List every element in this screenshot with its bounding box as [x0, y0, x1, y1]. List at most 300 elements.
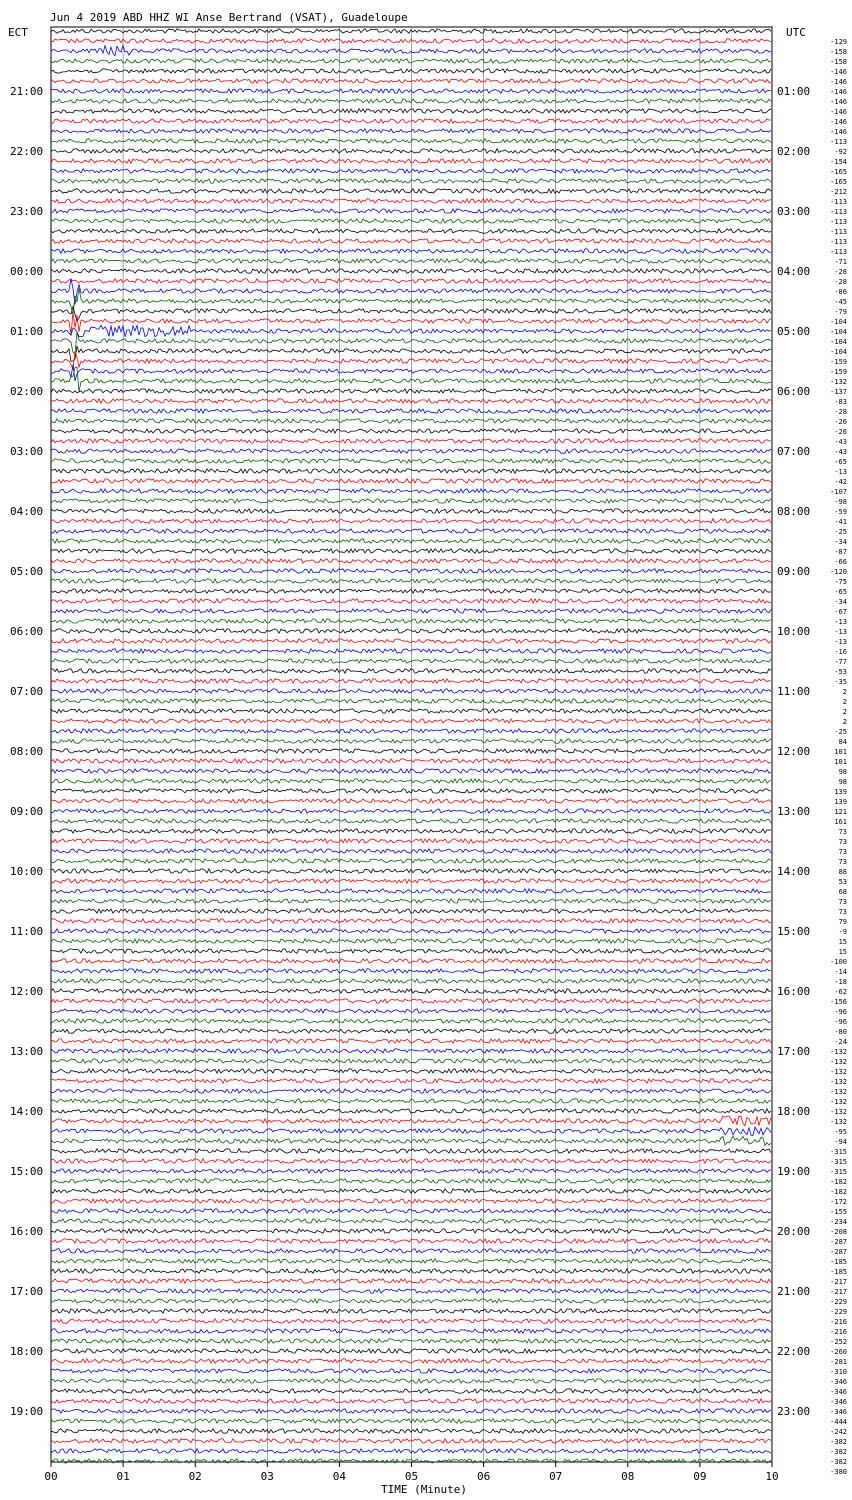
x-tick-label: 08: [621, 1470, 635, 1483]
seismic-trace: [51, 159, 771, 163]
seismic-trace: [51, 389, 771, 393]
x-tick-label: 02: [188, 1470, 202, 1483]
trace-value-label: -113: [830, 228, 847, 236]
trace-value-label: -45: [834, 298, 847, 306]
trace-value-label: 53: [838, 878, 847, 886]
trace-value-label: -14: [834, 968, 847, 976]
right-hour-label: 02:00: [777, 145, 811, 158]
seismic-trace: [51, 579, 771, 583]
seismic-trace: [51, 969, 771, 973]
left-hour-labels: [10, 85, 43, 1418]
seismic-trace: [51, 249, 771, 253]
seismic-trace: [51, 739, 771, 743]
trace-value-label: 2: [842, 718, 847, 726]
right-hour-label: 14:00: [777, 865, 811, 878]
seismic-trace: [51, 269, 771, 273]
seismic-trace: [51, 459, 771, 463]
trace-value-label: -13: [834, 638, 847, 646]
seismic-trace: [51, 149, 771, 153]
seismic-trace: [51, 189, 771, 193]
seismic-trace: [51, 59, 771, 63]
trace-value-label: -172: [830, 1198, 847, 1206]
seismic-trace: [51, 889, 771, 893]
trace-value-label: -315: [830, 1168, 847, 1176]
seismic-trace: [51, 1099, 771, 1103]
trace-value-label: -146: [830, 68, 847, 76]
right-hour-label: 05:00: [777, 325, 811, 338]
seismic-trace: [51, 689, 771, 693]
trace-value-label: 15: [838, 938, 847, 946]
left-hour-label: 15:00: [10, 1165, 44, 1178]
left-hour-label: 11:00: [10, 925, 44, 938]
trace-value-label: -132: [830, 1088, 847, 1096]
chart-title: Jun 4 2019 ABD HHZ WI Anse Bertrand (VSAT), Guadeloupe: [50, 11, 408, 24]
seismic-trace: [51, 989, 771, 993]
right-hour-label: 17:00: [777, 1045, 811, 1058]
seismic-trace: [51, 29, 771, 33]
trace-value-label: 73: [838, 858, 847, 866]
seismic-trace: [51, 45, 771, 56]
right-hour-label: 23:00: [777, 1405, 811, 1418]
trace-value-label: 79: [838, 918, 847, 926]
left-hour-label: 23:00: [10, 205, 44, 218]
trace-value-label: 139: [834, 788, 847, 796]
right-hour-labels: [777, 85, 810, 1418]
seismic-trace: [51, 1149, 771, 1153]
right-hour-label: 10:00: [777, 625, 811, 638]
trace-value-label: -182: [830, 1188, 847, 1196]
left-hour-label: 12:00: [10, 985, 44, 998]
trace-value-label: -41: [834, 518, 847, 526]
x-tick-label: 07: [549, 1470, 563, 1483]
seismic-trace: [51, 1159, 771, 1163]
seismic-trace: [51, 1059, 771, 1063]
seismic-trace: [51, 1029, 771, 1033]
trace-value-label: -382: [830, 1458, 847, 1466]
left-hour-label: 13:00: [10, 1045, 44, 1058]
seismic-trace: [51, 979, 771, 983]
right-timezone-label: UTC: [786, 26, 806, 39]
trace-value-label: -346: [830, 1378, 847, 1386]
trace-value-label: -113: [830, 248, 847, 256]
trace-value-label: -346: [830, 1398, 847, 1406]
seismic-trace: [51, 1269, 771, 1273]
seismic-trace: [51, 529, 771, 533]
trace-value-label: -165: [830, 168, 847, 176]
trace-value-label: 68: [838, 888, 847, 896]
right-hour-label: 01:00: [777, 85, 811, 98]
trace-value-label: -34: [834, 538, 847, 546]
trace-value-label: 98: [838, 778, 847, 786]
trace-value-label: -260: [830, 1348, 847, 1356]
right-hour-label: 07:00: [777, 445, 811, 458]
trace-value-label: 88: [838, 868, 847, 876]
left-hour-label: 22:00: [10, 145, 44, 158]
seismic-trace: [51, 1249, 771, 1253]
right-hour-label: 11:00: [777, 685, 811, 698]
trace-value-label: -92: [834, 148, 847, 156]
seismic-trace: [51, 649, 771, 653]
trace-value-label: -146: [830, 108, 847, 116]
trace-value-label: -16: [834, 648, 847, 656]
right-hour-label: 09:00: [777, 565, 811, 578]
seismic-trace: [51, 1169, 771, 1173]
seismic-trace: [51, 559, 771, 563]
trace-value-label: -96: [834, 1018, 847, 1026]
trace-value-label: 2: [842, 698, 847, 706]
seismic-trace: [51, 479, 771, 483]
seismic-trace: [51, 279, 771, 283]
seismic-trace: [51, 619, 771, 623]
trace-value-label: -154: [830, 158, 847, 166]
trace-value-label: -113: [830, 218, 847, 226]
seismic-trace: [51, 499, 771, 503]
trace-value-label: 84: [838, 738, 847, 746]
seismic-trace: [51, 1349, 771, 1353]
trace-value-label: -159: [830, 358, 847, 366]
seismic-trace: [51, 1329, 771, 1333]
x-tick-label: 05: [404, 1470, 419, 1483]
seismic-trace: [51, 169, 771, 173]
trace-value-label: -382: [830, 1448, 847, 1456]
left-hour-label: 05:00: [10, 565, 44, 578]
trace-value-label: 2: [842, 708, 847, 716]
seismic-trace: [51, 1009, 771, 1013]
trace-value-label: -165: [830, 178, 847, 186]
trace-value-label: -34: [834, 598, 847, 606]
left-hour-label: 03:00: [10, 445, 44, 458]
trace-value-label: 139: [834, 798, 847, 806]
trace-value-label: -182: [830, 1178, 847, 1186]
seismic-trace: [51, 219, 771, 223]
x-tick-label: 00: [44, 1470, 58, 1483]
seismic-trace: [51, 1229, 771, 1233]
seismic-trace: [51, 999, 771, 1003]
seismic-trace: [51, 89, 771, 93]
trace-value-label: -87: [834, 548, 847, 556]
seismic-trace: [51, 1239, 771, 1243]
right-hour-label: 04:00: [777, 265, 811, 278]
trace-value-label: -252: [830, 1338, 847, 1346]
right-hour-label: 19:00: [777, 1165, 811, 1178]
seismic-trace: [51, 699, 771, 703]
seismic-trace: [51, 1199, 771, 1203]
seismic-trace: [51, 769, 771, 773]
trace-value-label: -315: [830, 1148, 847, 1156]
seismic-trace: [51, 729, 771, 733]
seismic-trace: [51, 679, 771, 683]
trace-value-label: -158: [830, 58, 847, 66]
trace-value-label: 73: [838, 848, 847, 856]
trace-value-label: -59: [834, 508, 847, 516]
trace-value-label: -80: [834, 1028, 847, 1036]
seismic-trace: [51, 419, 771, 423]
trace-value-label: -132: [830, 1058, 847, 1066]
trace-value-label: -98: [834, 498, 847, 506]
seismic-trace: [51, 1409, 771, 1413]
seismic-trace: [51, 939, 771, 943]
seismic-trace: [51, 949, 771, 953]
trace-value-label: -146: [830, 128, 847, 136]
trace-value-label: 98: [838, 768, 847, 776]
seismic-trace: [51, 839, 771, 843]
left-hour-label: 00:00: [10, 265, 44, 278]
trace-value-label: -77: [834, 658, 847, 666]
trace-value-label: -43: [834, 438, 847, 446]
right-hour-label: 15:00: [777, 925, 811, 938]
seismic-trace: [51, 179, 771, 183]
seismic-trace: [51, 119, 771, 123]
seismic-trace: [51, 629, 771, 633]
seismic-trace: [51, 1309, 771, 1313]
seismic-trace: [51, 1116, 771, 1126]
trace-value-label: -287: [830, 1238, 847, 1246]
trace-value-label: -216: [830, 1328, 847, 1336]
trace-layer: [51, 29, 771, 1463]
trace-value-label: -380: [830, 1468, 847, 1476]
left-hour-label: 06:00: [10, 625, 44, 638]
x-tick-label: 01: [116, 1470, 130, 1483]
seismic-trace: [51, 719, 771, 723]
trace-value-label: -217: [830, 1278, 847, 1286]
trace-value-label: -113: [830, 198, 847, 206]
trace-value-label: -26: [834, 428, 847, 436]
trace-value-label: -129: [830, 38, 847, 46]
seismic-trace: [51, 1419, 771, 1423]
trace-value-label: -25: [834, 528, 847, 536]
trace-value-label: -310: [830, 1368, 847, 1376]
trace-value-label: -104: [830, 328, 847, 336]
seismic-trace: [51, 351, 771, 369]
seismic-trace: [51, 919, 771, 923]
seismic-trace: [51, 539, 771, 543]
trace-value-label: 73: [838, 908, 847, 916]
seismic-trace: [51, 1369, 771, 1373]
right-hour-label: 21:00: [777, 1285, 811, 1298]
seismic-trace: [51, 399, 771, 403]
seismic-trace: [51, 1127, 771, 1135]
trace-value-label: -156: [830, 998, 847, 1006]
seismic-trace: [51, 333, 771, 354]
seismic-trace: [51, 609, 771, 613]
seismic-trace: [51, 549, 771, 553]
trace-value-label: -229: [830, 1298, 847, 1306]
trace-value-label: -242: [830, 1428, 847, 1436]
trace-value-label: -24: [834, 1038, 847, 1046]
trace-value-label: -104: [830, 338, 847, 346]
trace-value-label: -35: [834, 678, 847, 686]
trace-value-label: 161: [834, 818, 847, 826]
trace-value-label: -208: [830, 1228, 847, 1236]
trace-value-label: 15: [838, 948, 847, 956]
trace-value-label: -96: [834, 1008, 847, 1016]
trace-value-label: -25: [834, 728, 847, 736]
seismic-trace: [51, 1049, 771, 1053]
right-hour-label: 12:00: [777, 745, 811, 758]
trace-value-label: -18: [834, 978, 847, 986]
right-hour-label: 22:00: [777, 1345, 811, 1358]
seismic-trace: [51, 1449, 771, 1453]
seismic-trace: [51, 1179, 771, 1183]
trace-value-label: -132: [830, 1068, 847, 1076]
trace-value-label: -155: [830, 1208, 847, 1216]
trace-value-label: -13: [834, 628, 847, 636]
seismic-trace: [51, 1299, 771, 1303]
left-hour-label: 02:00: [10, 385, 44, 398]
left-timezone-label: ECT: [8, 26, 28, 39]
left-hour-label: 09:00: [10, 805, 44, 818]
trace-value-label: -346: [830, 1388, 847, 1396]
seismic-trace: [51, 1089, 771, 1093]
seismic-trace: [51, 1319, 771, 1323]
trace-value-label: -43: [834, 448, 847, 456]
trace-value-label: -146: [830, 98, 847, 106]
trace-value-label: -212: [830, 188, 847, 196]
seismic-trace: [51, 589, 771, 593]
x-tick-label: 06: [476, 1470, 491, 1483]
right-hour-label: 13:00: [777, 805, 811, 818]
seismic-trace: [51, 1399, 771, 1403]
trace-value-label: -137: [830, 388, 847, 396]
trace-value-label: -132: [830, 1118, 847, 1126]
trace-value-label: -234: [830, 1218, 847, 1226]
seismic-trace: [51, 469, 771, 473]
seismic-trace: [51, 599, 771, 603]
seismic-trace: [51, 239, 771, 243]
trace-value-label: 101: [834, 748, 847, 756]
left-hour-label: 16:00: [10, 1225, 44, 1238]
trace-value-label: -65: [834, 458, 847, 466]
seismic-trace: [51, 139, 771, 143]
seismic-trace: [51, 509, 771, 513]
trace-value-label: -113: [830, 208, 847, 216]
seismic-trace: [51, 519, 771, 523]
trace-value-label: -281: [830, 1358, 847, 1366]
trace-value-label: -120: [830, 568, 847, 576]
seismic-trace: [51, 1219, 771, 1223]
seismic-trace: [51, 1429, 771, 1433]
right-hour-label: 20:00: [777, 1225, 811, 1238]
trace-value-label: -315: [830, 1158, 847, 1166]
seismic-trace: [51, 109, 771, 113]
x-tick-label: 03: [260, 1470, 274, 1483]
trace-value-label: -9: [838, 928, 847, 936]
left-hour-label: 01:00: [10, 325, 44, 338]
trace-value-label: -83: [834, 398, 847, 406]
minute-gridlines: [123, 27, 700, 1462]
seismic-trace: [51, 307, 771, 321]
left-hour-label: 18:00: [10, 1345, 44, 1358]
left-hour-label: 14:00: [10, 1105, 44, 1118]
trace-value-label: -13: [834, 618, 847, 626]
trace-value-label: -132: [830, 1108, 847, 1116]
seismic-trace: [51, 1389, 771, 1393]
trace-value-label: -159: [830, 368, 847, 376]
trace-value-label: -67: [834, 608, 847, 616]
seismic-trace: [51, 709, 771, 713]
trace-value-label: -185: [830, 1268, 847, 1276]
seismic-trace: [51, 1019, 771, 1023]
trace-value-label: -71: [834, 258, 847, 266]
trace-value-label: -132: [830, 1078, 847, 1086]
left-hour-label: 19:00: [10, 1405, 44, 1418]
x-axis-label: TIME (Minute): [380, 1483, 468, 1496]
seismic-trace: [51, 99, 771, 103]
left-hour-label: 17:00: [10, 1285, 44, 1298]
trace-value-label: -53: [834, 668, 847, 676]
seismic-trace: [51, 1379, 771, 1383]
seismic-trace: [51, 1279, 771, 1283]
trace-value-label: 73: [838, 898, 847, 906]
trace-value-label: -146: [830, 88, 847, 96]
trace-value-label: -28: [834, 268, 847, 276]
seismic-trace: [51, 129, 771, 133]
seismic-trace: [51, 569, 771, 573]
x-tick-label: 04: [332, 1470, 347, 1483]
seismic-trace: [51, 365, 771, 381]
trace-value-label: 101: [834, 758, 847, 766]
trace-value-label: -100: [830, 958, 847, 966]
trace-value-label: -86: [834, 288, 847, 296]
trace-value-label: -382: [830, 1438, 847, 1446]
trace-value-label: -104: [830, 318, 847, 326]
seismic-trace: [51, 312, 771, 334]
trace-value-label: -217: [830, 1288, 847, 1296]
seismic-trace: [51, 259, 771, 263]
trace-value-label: -146: [830, 118, 847, 126]
seismic-trace: [51, 489, 771, 493]
seismic-trace: [51, 1209, 771, 1213]
seismic-trace: [51, 1069, 771, 1073]
trace-value-label: -79: [834, 308, 847, 316]
seismic-trace: [51, 749, 771, 753]
trace-value-label: -113: [830, 238, 847, 246]
seismic-trace: [51, 1289, 771, 1293]
trace-value-label: -107: [830, 488, 847, 496]
seismic-trace: [51, 449, 771, 453]
seismic-trace: [51, 199, 771, 203]
trace-value-label: -75: [834, 578, 847, 586]
trace-value-label: -158: [830, 48, 847, 56]
seismic-trace: [51, 779, 771, 783]
trace-value-label: -229: [830, 1308, 847, 1316]
seismic-trace: [51, 829, 771, 833]
right-trace-values: [830, 38, 847, 1476]
seismic-trace: [51, 325, 771, 337]
seismic-trace: [51, 1339, 771, 1343]
trace-value-label: -132: [830, 378, 847, 386]
seismic-trace: [51, 1079, 771, 1083]
left-hour-label: 10:00: [10, 865, 44, 878]
seismic-trace: [51, 1136, 771, 1145]
right-hour-label: 03:00: [777, 205, 811, 218]
seismic-trace: [51, 809, 771, 813]
trace-value-label: -346: [830, 1408, 847, 1416]
trace-value-label: -444: [830, 1418, 847, 1426]
trace-value-label: -13: [834, 468, 847, 476]
left-hour-label: 08:00: [10, 745, 44, 758]
left-hour-label: 04:00: [10, 505, 44, 518]
seismic-trace: [51, 909, 771, 913]
trace-value-label: -28: [834, 278, 847, 286]
seismic-trace: [51, 229, 771, 233]
seismic-trace: [51, 1359, 771, 1363]
trace-value-label: -62: [834, 988, 847, 996]
trace-value-label: 121: [834, 808, 847, 816]
x-tick-label: 10: [765, 1470, 779, 1483]
right-hour-label: 06:00: [777, 385, 811, 398]
seismic-trace: [51, 659, 771, 663]
